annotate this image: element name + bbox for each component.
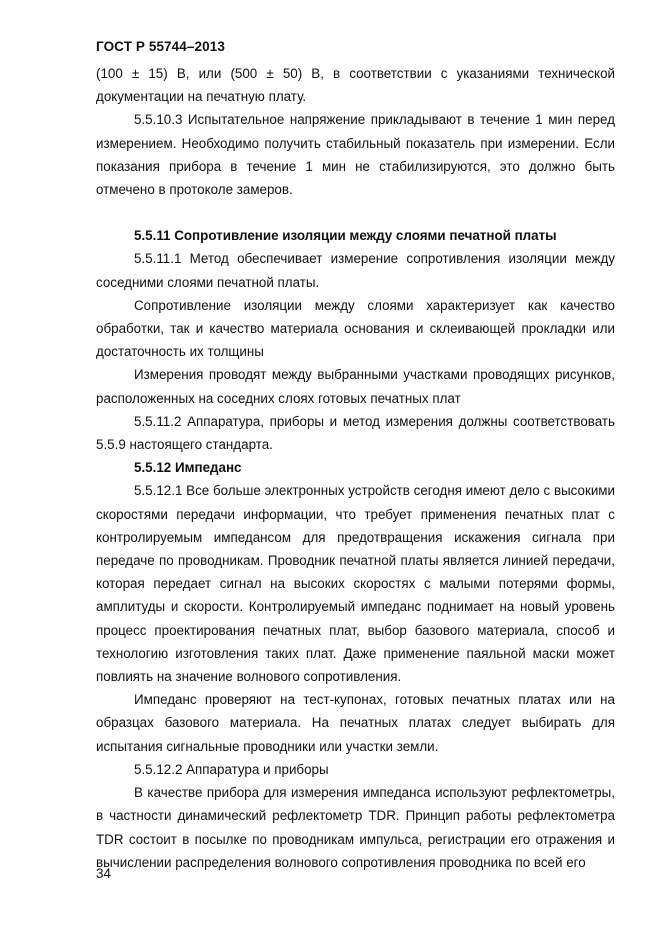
paragraph-impedance-testing: Импеданс проверяют на тест-купонах, готовых печатных платах или на образцах базового материала. На печатных платах следует выбирать для испытания сигнальные проводники или участки земли.: [96, 692, 615, 754]
page-number: 34: [96, 866, 111, 881]
paragraph-tdr-reflectometer: В качестве прибора для измерения импеданса используют рефлектометры, в частности динамический рефлектометр TDR. Принцип работы рефлектометра TDR состоит в посылке по проводникам импульса, регистрации его отражения и вычислении распределения волнового сопротивления проводника по всей его: [96, 785, 615, 870]
document-body: [96, 62, 615, 874]
paragraph-insulation-quality: Сопротивление изоляции между слоями характеризует как качество обработки, так и качество материала основания и склеивающей прокладки или достаточность их толщины: [96, 297, 615, 360]
paragraph-measurement-areas: Измерения проводят между выбранными участками проводящих рисунков, расположенных на соседних слоях готовых печатных плат: [96, 367, 615, 406]
section-heading-5-5-11: 5.5.11 Сопротивление изоляции между слоями печатной платы: [134, 228, 557, 244]
section-heading-5-5-12: 5.5.12 Импеданс: [134, 460, 242, 476]
paragraph-5-5-11-2: 5.5.11.2 Аппаратура, приборы и метод измерения должны соответствовать 5.5.9 настоящего стандарта.: [96, 413, 615, 453]
standard-header: ГОСТ Р 55744–2013: [96, 39, 225, 54]
paragraph-5-5-12-2: 5.5.12.2 Аппаратура и приборы: [134, 761, 329, 777]
paragraph-5-5-11-1: 5.5.11.1 Метод обеспечивает измерение сопротивления изоляции между соседними слоями печатной платы.: [96, 251, 615, 290]
paragraph-5-5-12-1: 5.5.12.1 Все больше электронных устройств сегодня имеют дело с высокими скоростями передачи информации, что требует применения печатных плат с контролируемым импедансом для предотвращения искажения сигнала при передаче по проводникам. Проводник печатной платы является линией передачи, которая передает сигнал на высоких скоростях с малыми потерями формы, амплитуды и скорости. Контролируемый импеданс поднимает на новый уровень процесс проектирования печатных плат, выбор базового материала, способ и технологию изготовления таких плат. Даже применение паяльной маски может повлиять на значение волнового сопротивления.: [96, 483, 615, 685]
paragraph-5-5-10-3: 5.5.10.3 Испытательное напряжение прикладывают в течение 1 мин перед измерением. Необходимо получить стабильный показатель при измерении. Если показания прибора в течение 1 мин не стабилизируются, это должно быть отмечено в протоколе замеров.: [96, 112, 615, 198]
paragraph-continuation: (100 ± 15) В, или (500 ± 50) В, в соответствии с указаниями технической документации на печатную плату.: [96, 66, 615, 105]
